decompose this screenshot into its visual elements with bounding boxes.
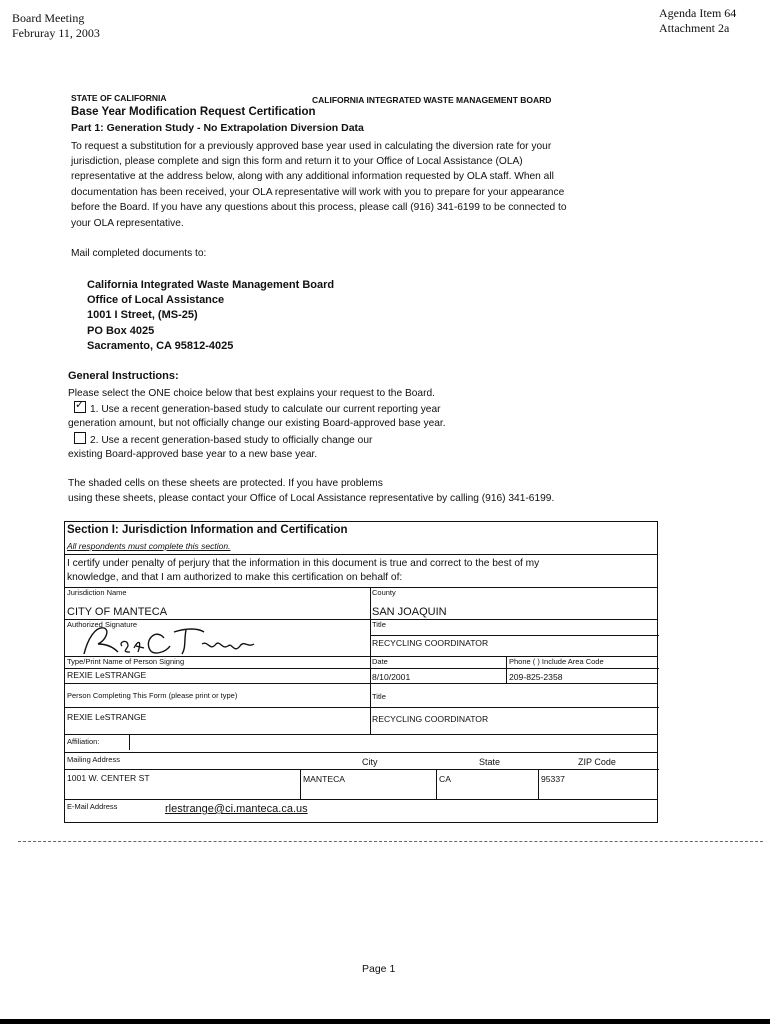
general-instructions-line: Please select the ONE choice below that best explains your request to the Board.	[68, 388, 435, 399]
phone-label: Phone ( ) Include Area Code	[509, 657, 604, 666]
zip-value[interactable]: 95337	[541, 774, 565, 784]
mail-to-label: Mail completed documents to:	[71, 248, 207, 259]
title2-label: Title	[372, 692, 386, 701]
option-2[interactable]	[74, 432, 372, 448]
intro-line-2: jurisdiction, please complete and sign this form and return it to your Office of Local Assistance (OLA)	[71, 156, 523, 167]
intro-line-3: representative at the address below, along with any additional information requested by OLA staff. When all	[71, 171, 554, 182]
title-value[interactable]: RECYCLING COORDINATOR	[372, 638, 489, 648]
cert-line-1: I certify under penalty of perjury that the information in this document is true and correct to the best of my	[67, 558, 540, 569]
scan-bottom-edge	[0, 1019, 770, 1024]
city-value[interactable]: MANTECA	[303, 774, 346, 784]
option-2-continued: existing Board-approved base year to a new base year.	[68, 449, 318, 460]
footer-divider	[18, 841, 763, 842]
intro-line-4: documentation has been received, your OLA representative will work with you to prepare for your appearance	[71, 187, 565, 198]
address-line-1: California Integrated Waste Management Board	[87, 279, 335, 291]
mailing-value[interactable]: 1001 W. CENTER ST	[67, 773, 150, 783]
attachment-label: Attachment 2a	[659, 21, 730, 35]
form-part: Part 1: Generation Study - No Extrapolation Diversion Data	[71, 122, 364, 134]
title-label: Title	[372, 620, 386, 629]
option-1-continued: generation amount, but not officially change our existing Board-approved base year.	[68, 418, 446, 429]
shaded-note-line-2: using these sheets, please contact your Office of Local Assistance representative by calling (916) 341-6199.	[68, 493, 555, 504]
state-label-field: State	[479, 757, 501, 767]
handwritten-signature	[18, 618, 258, 658]
intro-line-5: before the Board. If you have any questions about this process, please call (916) 341-6199 to be connected to	[71, 202, 567, 213]
agency-label: CALIFORNIA INTEGRATED WASTE MANAGEMENT BOARD	[312, 95, 552, 105]
zip-label: ZIP Code	[578, 757, 616, 767]
state-value[interactable]: CA	[439, 774, 451, 784]
meeting-date: Februray 11, 2003	[12, 26, 100, 40]
option-2-checkbox[interactable]	[74, 432, 86, 444]
phone-value[interactable]: 209-825-2358	[509, 672, 563, 682]
type-print-label: Type/Print Name of Person Signing	[67, 657, 185, 666]
state-label: STATE OF CALIFORNIA	[71, 93, 167, 103]
email-value[interactable]: rlestrange@ci.manteca.ca.us	[165, 803, 308, 815]
section-one-table	[64, 521, 658, 823]
email-label: E-Mail Address	[67, 802, 118, 811]
cert-line-2: knowledge, and that I am authorized to make this certification on behalf of:	[67, 572, 403, 583]
general-instructions-heading: General Instructions:	[68, 370, 179, 382]
address-line-5: Sacramento, CA 95812-4025	[87, 340, 234, 352]
option-1-label: 1. Use a recent generation-based study to calculate our current reporting year	[90, 404, 441, 415]
section-note: All respondents must complete this section.	[67, 541, 231, 551]
agenda-header	[659, 6, 736, 36]
title2-value[interactable]: RECYCLING COORDINATOR	[372, 714, 489, 724]
meeting-header	[12, 11, 100, 41]
meeting-name: Board Meeting	[12, 11, 85, 25]
completing-value[interactable]: REXIE LeSTRANGE	[67, 712, 147, 722]
address-line-3: 1001 I Street, (MS-25)	[87, 309, 198, 321]
type-print-value[interactable]: REXIE LeSTRANGE	[67, 670, 147, 680]
page-number: Page 1	[362, 963, 396, 975]
date-value[interactable]: 8/10/2001	[372, 672, 411, 682]
option-2-label: 2. Use a recent generation-based study to officially change our	[90, 435, 373, 446]
check-mark-icon: ✓	[75, 399, 85, 411]
intro-line-6: your OLA representative.	[71, 218, 184, 229]
form-title: Base Year Modification Request Certification	[71, 106, 316, 118]
city-label: City	[362, 757, 378, 767]
county-value[interactable]: SAN JOAQUIN	[372, 606, 447, 618]
agenda-item: Agenda Item 64	[659, 6, 737, 20]
address-line-2: Office of Local Assistance	[87, 294, 225, 306]
shaded-note-line-1: The shaded cells on these sheets are protected. If you have problems	[68, 478, 383, 489]
jurisdiction-value[interactable]: CITY OF MANTECA	[67, 606, 168, 618]
mailing-label: Mailing Address	[67, 755, 120, 764]
section-title: Section I: Jurisdiction Information and Certification	[67, 524, 348, 536]
option-1-checkbox[interactable]	[74, 401, 86, 413]
affiliation-label: Affiliation:	[67, 737, 100, 746]
cert-row	[65, 554, 657, 555]
completing-label: Person Completing This Form (please print or type)	[67, 691, 238, 700]
intro-line-1: To request a substitution for a previously approved base year used in calculating the diversion rate for your	[71, 141, 552, 152]
county-label: County	[372, 588, 396, 597]
date-label: Date	[372, 657, 388, 666]
address-line-4: PO Box 4025	[87, 325, 155, 337]
signature-label: Authorized Signature	[67, 620, 138, 629]
jurisdiction-label: Jurisdiction Name	[67, 588, 127, 597]
option-1[interactable]	[74, 401, 441, 417]
